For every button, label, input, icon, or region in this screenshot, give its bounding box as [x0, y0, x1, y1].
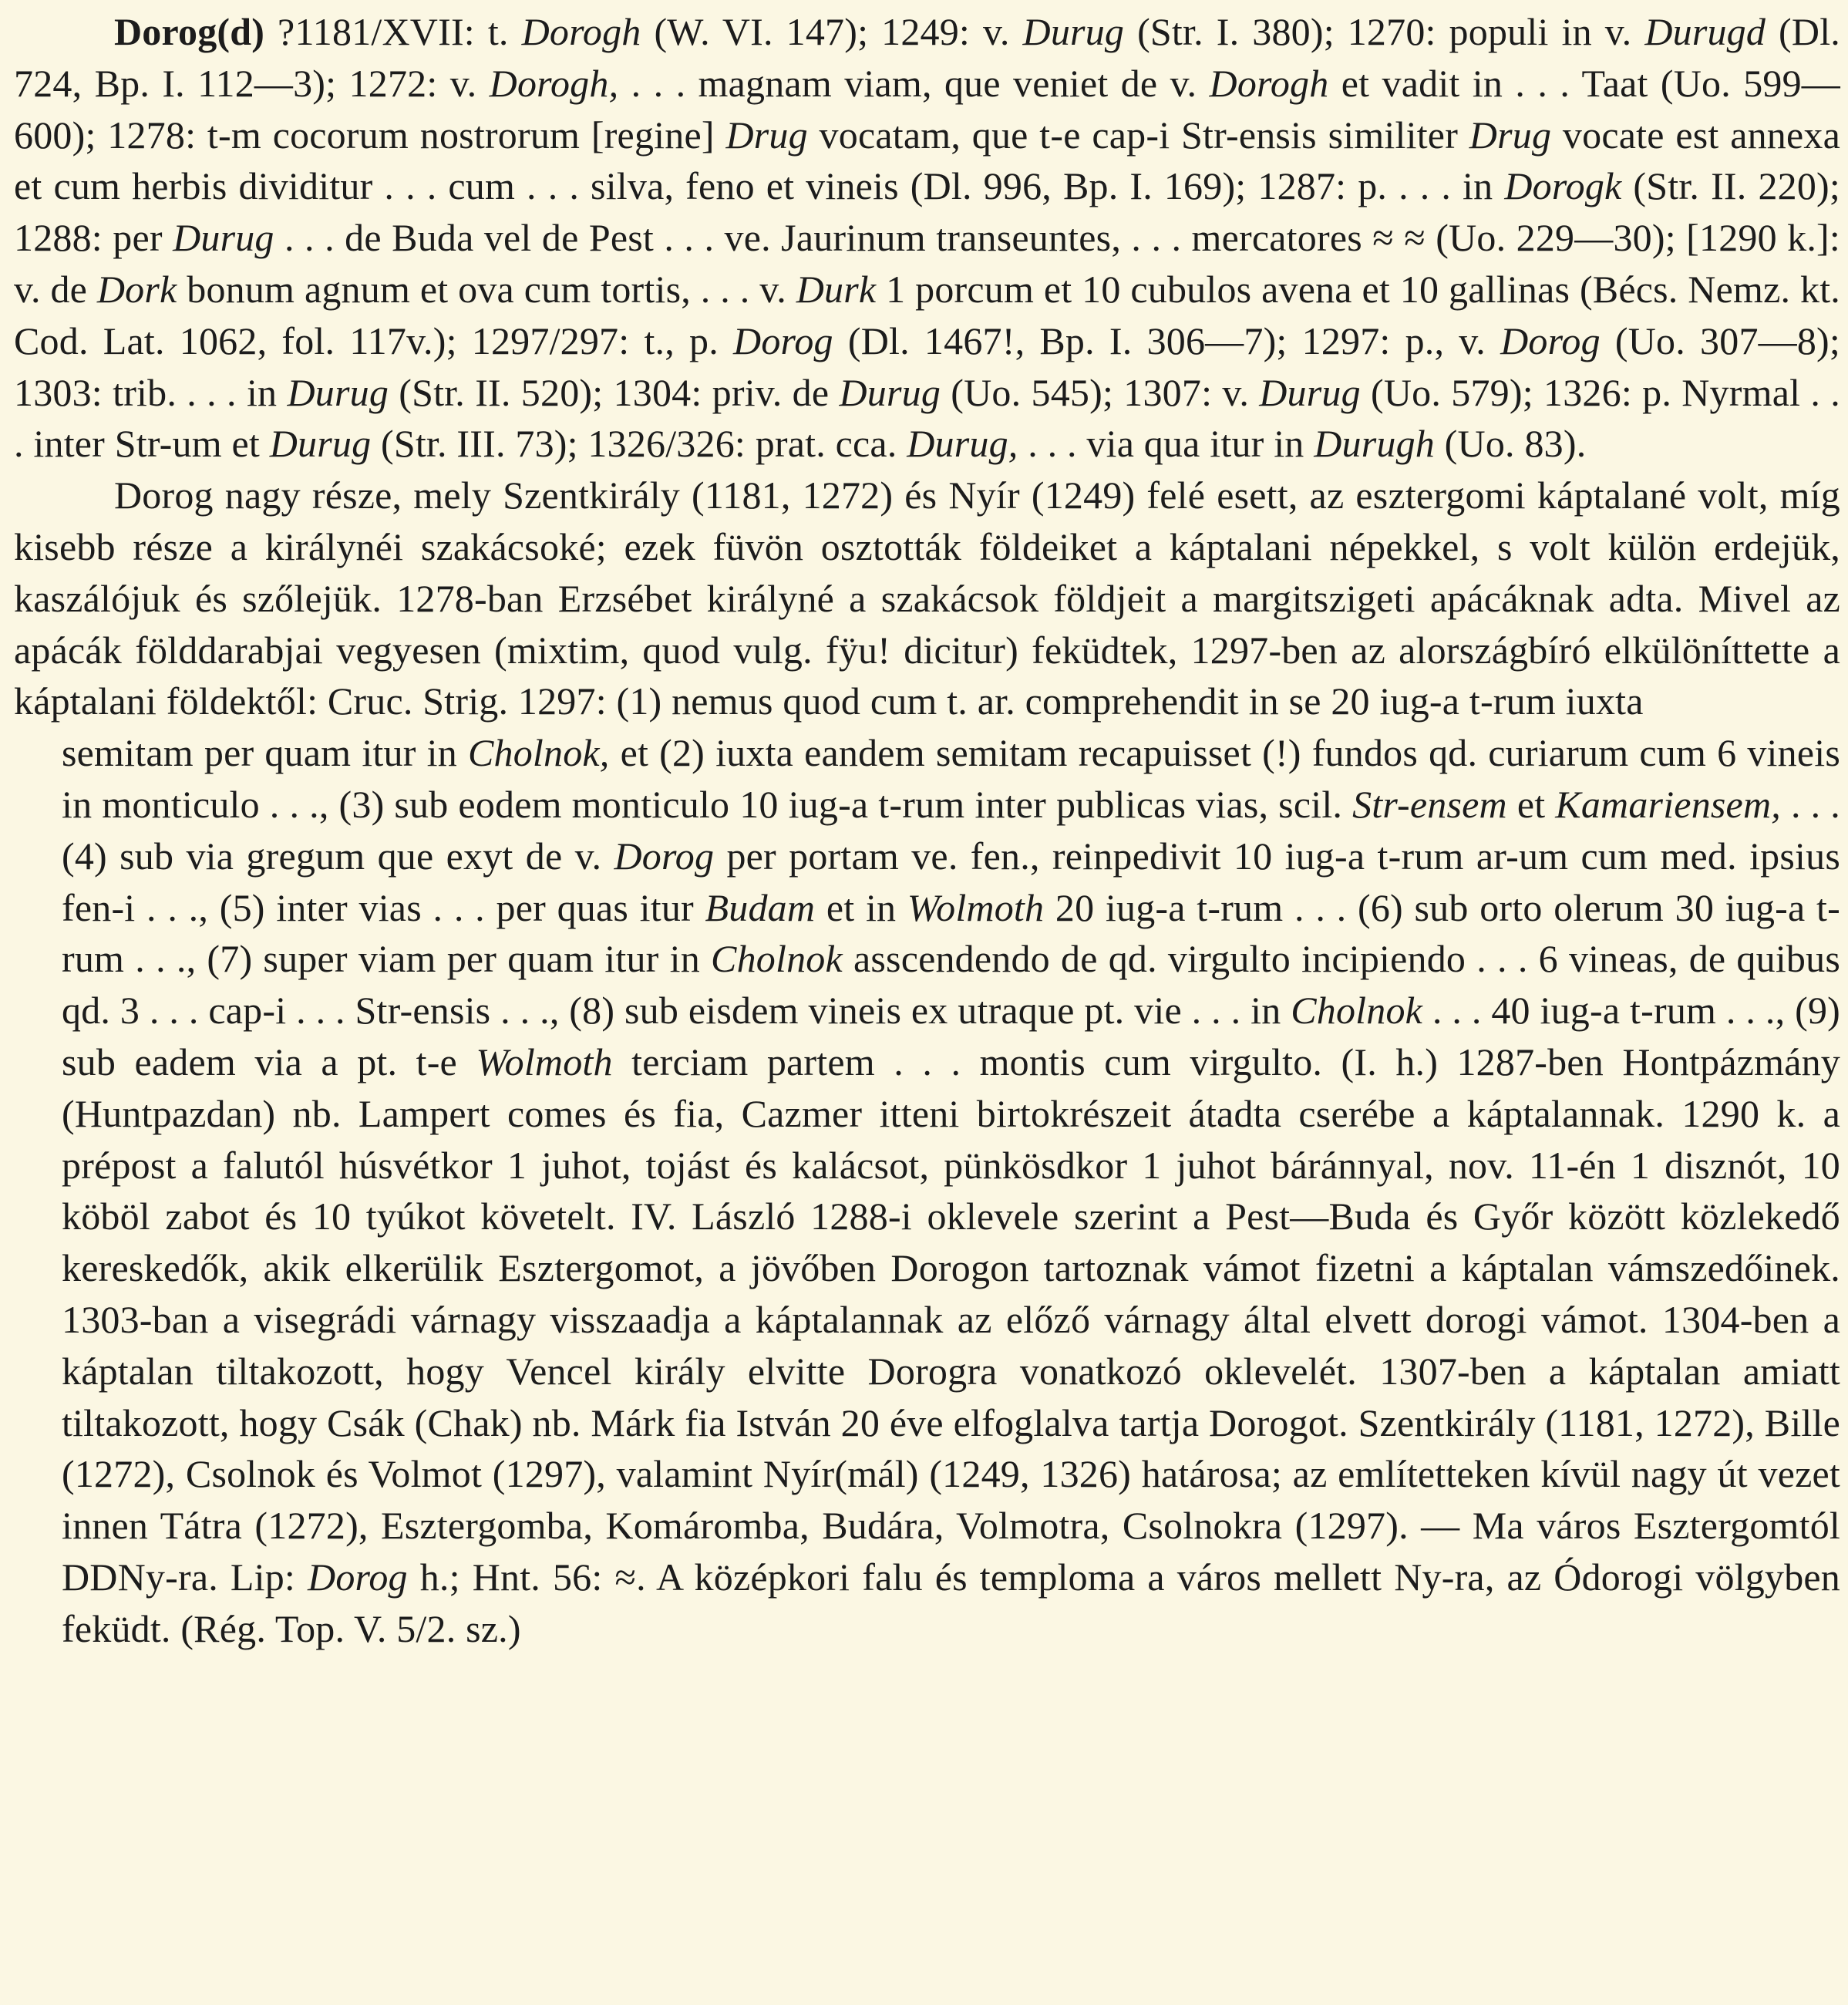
text-run: et vadit in . . . Taat (Uo. 599—600); 1278: t-m cocorum nostrorum [regine]: [14, 61, 1841, 157]
text-run: (Uo. 579); 1326: p. Nyrmal . . . inter Str-um et: [14, 370, 1840, 466]
summary-paragraph: [14, 470, 1840, 727]
place-name-variant: Durug,: [907, 422, 1018, 466]
text-run: . . . 40 iug-a t-rum . . ., (9) sub eadem via a pt. t-e: [62, 989, 1840, 1083]
text-run: semitam per quam itur in: [62, 731, 468, 775]
text-run: 20 iug-a t-rum . . . (6) sub orto olerum 30 iug-a t-rum . . ., (7) super viam per quam itur in: [62, 885, 1840, 981]
place-name-variant: Dorogh: [1209, 61, 1329, 105]
text-run: (Uo. 83).: [1434, 422, 1587, 466]
text-run: . . . de Buda vel de Pest . . . ve. Jaurinum transeuntes, . . . mercatores ≈ ≈ (Uo. 229—30); [1290 k.]: v. de: [14, 216, 1840, 311]
place-name-variant: Drug: [725, 113, 808, 157]
entry-headword: Dorog(d): [114, 10, 265, 53]
text-run: . . . via qua itur in: [1018, 422, 1314, 466]
text-run: asscendendo de qd. virgulto incipiendo . . . 6 vineas, de quibus qd. 3 . . . cap-i . . . Str-ensis . . ., (8) sub eisdem vineis ex utraque pt. vie . . . in: [62, 937, 1840, 1033]
text-run: et (2) iuxta eandem semitam recapuisset (!) fundos qd. curiarum cum 6 vineis in monticulo . . ., (3) sub eodem monticulo 10 iug-a t-rum inter publicas vias, scil.: [62, 731, 1840, 826]
place-name-variant: Wolmoth: [476, 1040, 613, 1083]
place-name-variant: Dorogk: [1504, 164, 1622, 208]
text-run: . . . (4) sub via gregum que exyt de v.: [62, 782, 1840, 878]
continuation-paragraph: [14, 727, 1840, 1654]
text-run: h.; Hnt. 56: ≈. A középkori falu és temploma a város mellett Ny-ra, az Ódorogi völgyben feküdt. (Rég. Top. V. 5/2. sz.): [62, 1555, 1840, 1650]
place-name-variant: Dorog: [308, 1555, 408, 1599]
place-name-variant: Durugd: [1644, 10, 1766, 53]
text-run: (W. VI. 147); 1249: v.: [641, 10, 1023, 53]
text-run: (Str. II. 220); 1288: per: [14, 164, 1840, 260]
text-run: (Str. I. 380); 1270: populi in v.: [1124, 10, 1645, 53]
place-name-variant: Str-ensem: [1352, 782, 1507, 826]
place-name-variant: Durug: [269, 422, 372, 466]
text-run: (Dl. 724, Bp. I. 112—3); 1272: v.: [14, 10, 1840, 105]
place-name-variant: Dork: [96, 267, 177, 311]
place-name-variant: Wolmoth: [907, 885, 1045, 929]
place-name-variant: Budam: [705, 885, 816, 929]
place-name-variant: Durug: [1259, 370, 1361, 414]
place-name-variant: Dorogh,: [489, 61, 619, 105]
text-run: vocatam, que t-e cap-i Str-ensis similiter: [807, 113, 1469, 157]
place-name-variant: Durug: [173, 216, 274, 260]
place-name-variant: Durug: [287, 370, 389, 414]
place-name-variant: Dorogh: [521, 10, 641, 53]
entry-paragraph: [14, 0, 1840, 470]
place-name-variant: Dorog: [733, 318, 833, 362]
text-run: (Str. II. 520); 1304: priv. de: [389, 370, 840, 414]
place-name-variant: Durugh: [1314, 422, 1435, 466]
text-run: (Uo. 545); 1307: v.: [941, 370, 1260, 414]
text-run: terciam partem . . . montis cum virgulto. (I. h.) 1287-ben Hontpázmány (Huntpazdan) nb. Lampert comes és fia, Cazmer itteni birtokrészeit átadta cserébe a káptalannak. 1290 k. a prépost a falutól húsvétkor 1 juhot, tojást és kalácsot, pünkösdkor 1 juhot báránnyal, nov. 11-én 1 disznót, 10 köböl zabot és 10 tyúkot követelt. IV. László 1288-i oklevele szerint a Pest—Buda és Győr között közlekedő kereskedők, akik elkerülik Esztergomot, a jövőben Dorogon tartoznak vámot fizetni a káptalan vámszedőinek. 1303-ban a visegrádi várnagy visszaadja a káptalannak az előző várnagy által elvett dorogi vámot. 1304-ben a káptalan tiltakozott, hogy Vencel király elvitte Dorogra vonatkozó oklevelét. 1307-ben a káptalan amiatt tiltakozott, hogy Csák (Chak) nb. Márk fia István 20 éve elfoglalva tartja Dorogot. Szentkirály (1181, 1272), Bille (1272), Csolnok és Volmot (1297), valamint Nyír(mál) (1249, 1326) határosa; az említetteken kívül nagy út vezet innen Tátra (1272), Esztergomba, Komáromba, Budára, Volmotra, Csolnokra (1297). — Ma város Esztergomtól DDNy-ra. Lip:: [62, 1040, 1840, 1599]
text-run: vocate est annexa et cum herbis dividitur . . . cum . . . silva, feno et vineis (Dl. 996, Bp. I. 169); 1287: p. . . . in: [14, 113, 1840, 208]
text-run: (Uo. 307—8); 1303: trib. . . . in: [14, 318, 1841, 414]
place-name-variant: Kamariensem,: [1555, 782, 1781, 826]
text-run: et: [1506, 782, 1556, 826]
place-name-variant: Durk: [796, 267, 877, 311]
place-name-variant: Durug: [839, 370, 941, 414]
place-name-variant: Dorog: [1500, 318, 1601, 362]
text-run: (Str. III. 73); 1326/326: prat. cca.: [371, 422, 907, 466]
text-run: . . . magnam viam, que veniet de v.: [618, 61, 1210, 105]
place-name-variant: Durug: [1022, 10, 1125, 53]
text-run: 1 porcum et 10 cubulos avena et 10 gallinas (Bécs. Nemz. kt. Cod. Lat. 1062, fol. 117v.); 1297/297: t., p.: [14, 267, 1840, 362]
place-name-variant: Cholnok: [711, 937, 843, 981]
text-run: ?1181/XVII: t.: [264, 10, 522, 53]
place-name-variant: Cholnok,: [467, 731, 610, 775]
text-run: per portam ve. fen., reinpedivit 10 iug-a t-rum ar-um cum med. ipsius fen-i . . ., (5) inter vias . . . per quas itur: [62, 834, 1840, 929]
place-name-variant: Dorog: [614, 834, 715, 878]
text-run: (Dl. 1467!, Bp. I. 306—7); 1297: p., v.: [833, 318, 1501, 362]
text-run: et in: [815, 885, 907, 929]
text-run: Dorog nagy része, mely Szentkirály (1181, 1272) és Nyír (1249) felé esett, az esztergomi káptalané volt, míg kisebb része a királynéi szakácsoké; ezek füvön osztották földeiket a káptalani népekkel, s volt külön erdejük, kaszálójuk és szőlejük. 1278-ban Erzsébet királyné a szakácsok földjeit a margitszigeti apácáknak adta. Mivel az apácák földdarabjai vegyesen (mixtim, quod vulg. fÿu! dicitur) feküdtek, 1297-ben az alországbíró elkülöníttette a káptalani földektől: Cruc. Strig. 1297: (1) nemus quod cum t. ar. comprehendit in se 20 iug-a t-rum iuxta: [14, 473, 1840, 723]
place-name-variant: Cholnok: [1291, 989, 1423, 1033]
text-run: bonum agnum et ova cum tortis, . . . v.: [177, 267, 796, 311]
place-name-variant: Drug: [1469, 113, 1552, 157]
